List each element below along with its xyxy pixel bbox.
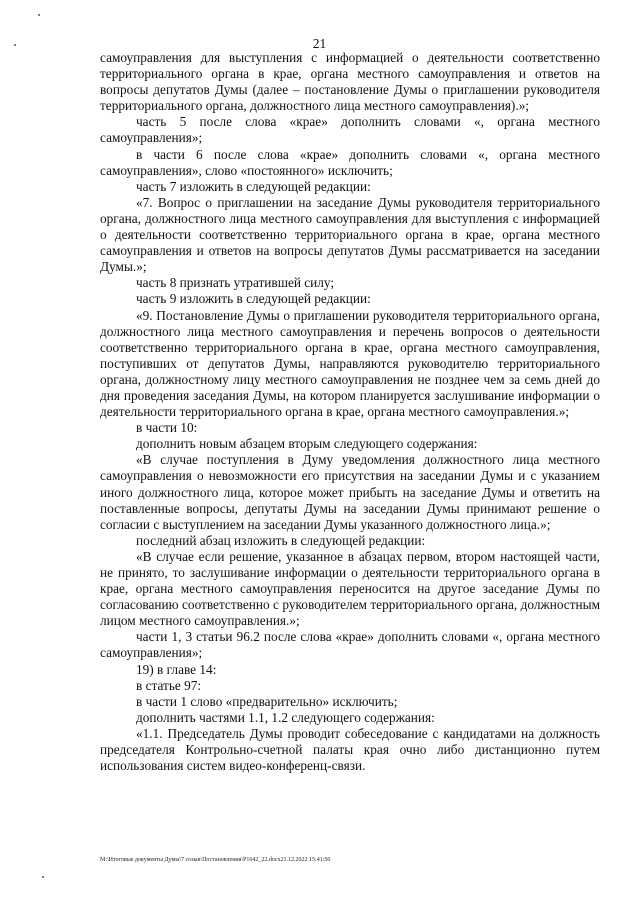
- paragraph: дополнить частями 1.1, 1.2 следующего содержания:: [136, 709, 435, 725]
- paragraph: в части 1 слово «предварительно» исключить;: [136, 693, 398, 709]
- page-number: 21: [312, 36, 327, 51]
- paragraph: «В случае если решение, указанное в абзацах первом, втором настоящей части, не принято, то заслушивание информации о деятельности территориального органа в крае, органа местного самоуправления переносится на другое заседание Думы по согласованию соответственно с руководителем территориального органа, должностным лицом местного самоуправления.»;: [100, 548, 600, 629]
- paragraph: последний абзац изложить в следующей редакции:: [136, 532, 426, 548]
- paragraph: часть 7 изложить в следующей редакции:: [136, 178, 371, 194]
- paragraph: самоуправления для выступления с информацией о деятельности соответственно территориального органа в крае, органа местного самоуправления и ответов на вопросы депутатов Думы (далее – постановление Думы о приглашении руководителя территориального органа, должностного лица местного самоуправления).»;: [100, 50, 600, 114]
- paragraph: «9. Постановление Думы о приглашении руководителя территориального органа, должностного лица местного самоуправления и перечень вопросов о деятельности соответственно территориального органа в крае, органа местного самоуправления, поступивших от депутатов Думы, направляются руководителю территориального органа, должностному лицу местного самоуправления не позднее чем за семь дней до дня проведения заседания Думы, на котором планируется заслушивание информации о деятельности территориального органа в крае, органа местного самоуправления.»;: [100, 307, 600, 420]
- paragraph: часть 5 после слова «крае» дополнить словами «, органа местного самоуправления»;: [100, 114, 600, 146]
- paragraph: «В случае поступления в Думу уведомления должностного лица местного самоуправления о невозможности его присутствия на заседании Думы и с указанием иного должностного лица, которое может прибыть на заседание Думы и ответить на поставленные вопросы, депутаты Думы на заседании Думы принимают решение о согласии с выступлением на заседании Думы указанного должностного лица.»;: [100, 452, 600, 532]
- footer-file-path: M:\Итоговые документы Думы\7 созыв\Постановления\P1642_22.docx21.12.2022 15:41:50: [100, 857, 331, 863]
- paragraph: часть 8 признать утратившей силу;: [136, 275, 335, 291]
- document-body: [100, 50, 600, 774]
- scan-speck: [38, 14, 40, 16]
- paragraph: «1.1. Председатель Думы проводит собеседование с кандидатами на должность председателя Контрольно-счетной палаты края очно либо дистанционно путем использования систем видео-конференц-связи.: [100, 725, 600, 774]
- paragraph: 19) в главе 14:: [136, 661, 217, 677]
- scan-speck: [42, 876, 44, 878]
- paragraph: «7. Вопрос о приглашении на заседание Думы руководителя территориального органа, должностного лица местного самоуправления для выступления с информацией о деятельности соответственно территориального органа в крае, органа местного самоуправления и ответов на вопросы депутатов Думы рассматривается на заседании Думы.»;: [100, 194, 600, 275]
- paragraph: в статье 97:: [136, 677, 202, 693]
- paragraph: части 1, 3 статьи 96.2 после слова «крае» дополнить словами «, органа местного самоуправления»;: [100, 629, 600, 661]
- paragraph: дополнить новым абзацем вторым следующего содержания:: [136, 436, 478, 452]
- paragraph: в части 10:: [136, 420, 198, 436]
- paragraph: часть 9 изложить в следующей редакции:: [136, 291, 371, 307]
- paragraph: в части 6 после слова «крае» дополнить словами «, органа местного самоуправления», слово «постоянного» исключить;: [100, 146, 600, 178]
